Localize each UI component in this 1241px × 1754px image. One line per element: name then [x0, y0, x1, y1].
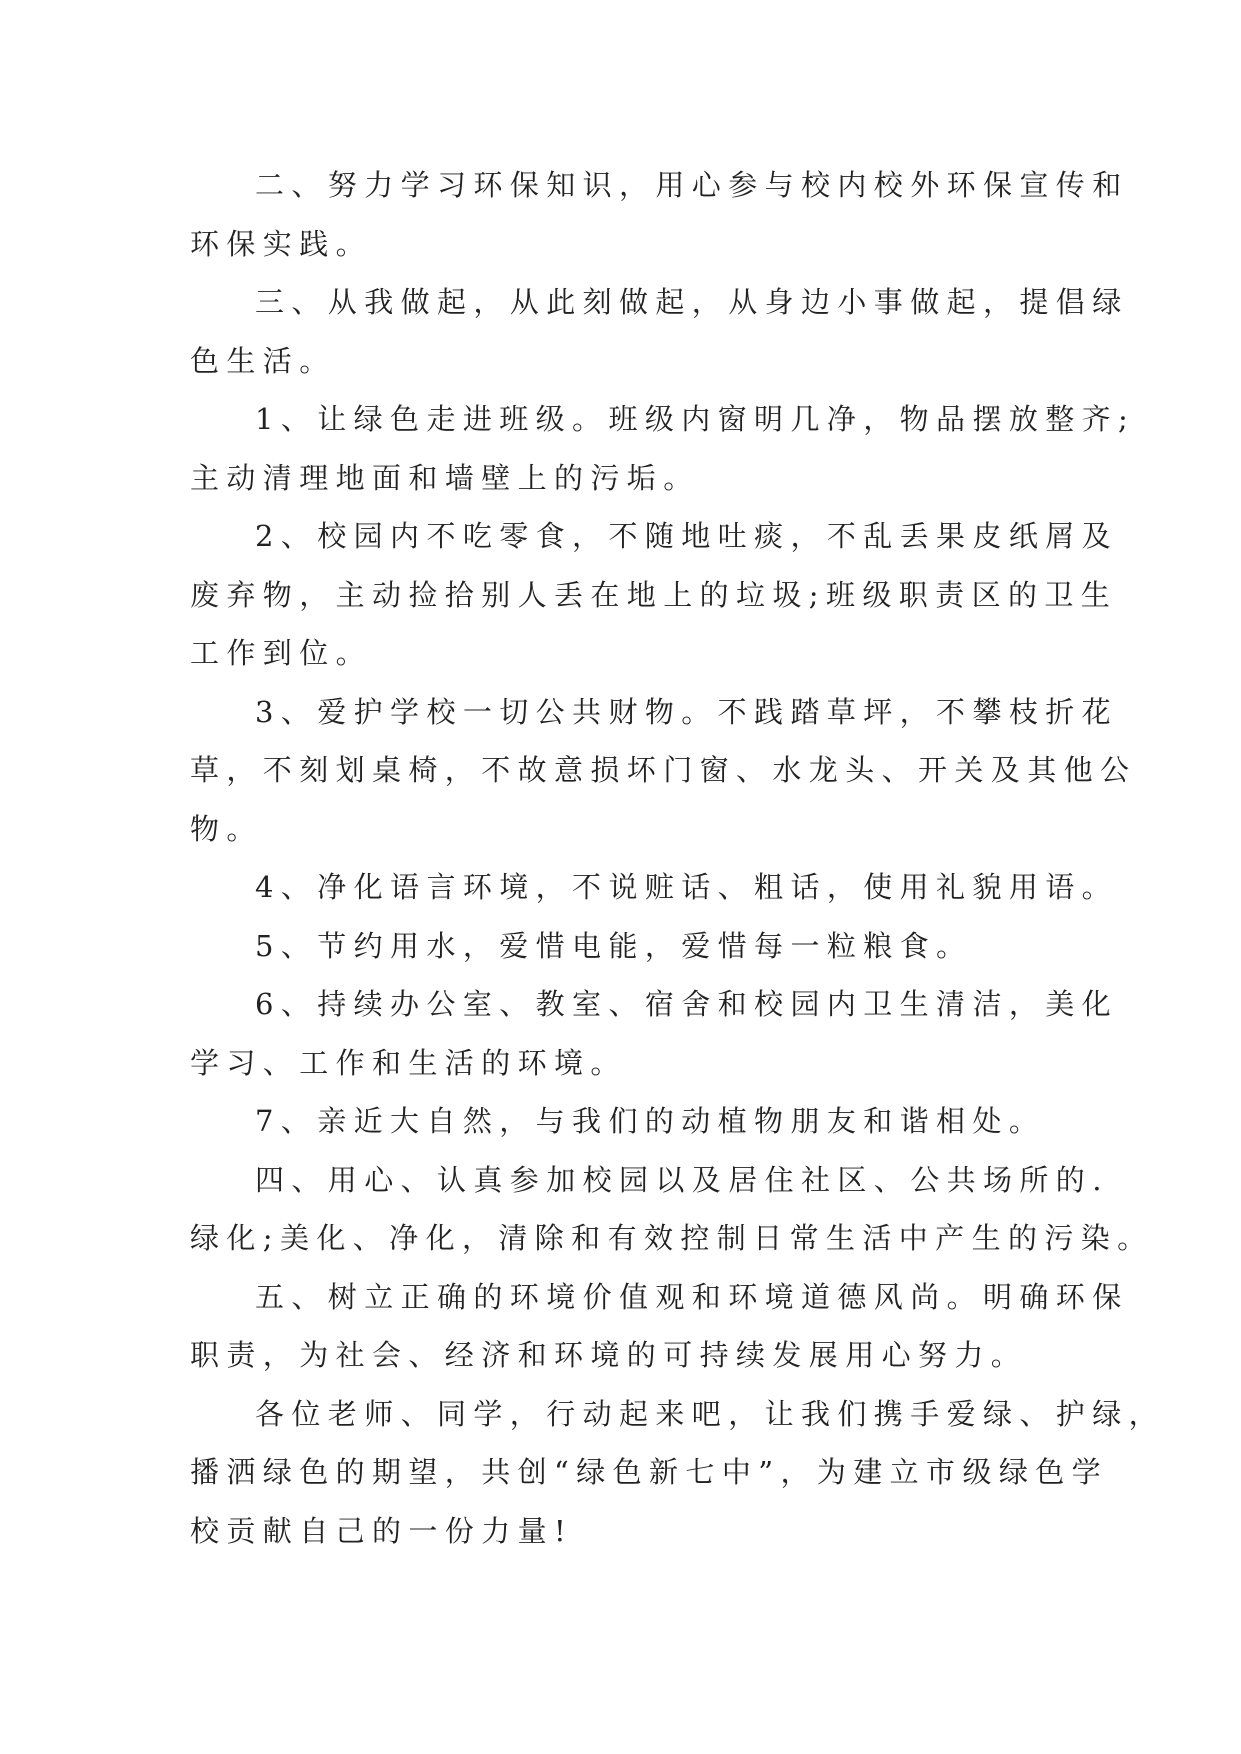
list-item-7 [190, 1092, 1070, 1151]
closing-paragraph [190, 1385, 1166, 1561]
paragraph-line: 6、持续办公室、教室、宿舍和校园内卫生清洁，美化 [255, 987, 1119, 1021]
paragraph-line: 草，不刻划桌椅，不故意损坏门窗、水龙头、开关及其他公 [190, 753, 1137, 787]
paragraph-line: 四、用心、认真参加校园以及居住社区、公共场所的. [255, 1162, 1109, 1197]
paragraph-line: 主动清理地面和墙壁上的污垢。 [190, 460, 700, 495]
list-item-5 [190, 917, 1070, 976]
paragraph-line: 3、爱护学校一切公共财物。不践踏草坪，不攀枝折花 [255, 694, 1119, 729]
list-item-3 [190, 683, 1137, 859]
paragraph-line: 职责，为社会、经济和环境的可持续发展用心努力。 [190, 1338, 1028, 1372]
paragraph-line: 色生活。 [190, 343, 336, 378]
paragraph-line: 1、让绿色走进班级。班级内窗明几净，物品摆放整齐; [255, 402, 1136, 436]
paragraph-line: 5、节约用水，爱惜电能，爱惜每一粒粮食。 [255, 928, 973, 963]
paragraph-line: 三、从我做起，从此刻做起，从身边小事做起，提倡绿 [255, 285, 1129, 319]
paragraph-5 [190, 1268, 1129, 1385]
paragraph-line: 4、净化语言环境，不说赃话、粗话，使用礼貌用语。 [255, 870, 1119, 904]
paragraph-line: 绿化;美化、净化，清除和有效控制日常生活中产生的污染。 [190, 1221, 1154, 1255]
paragraph-line: 废弃物，主动捡拾别人丢在地上的垃圾;班级职责区的卫生 [190, 577, 1118, 612]
paragraph-line: 2、校园内不吃零食，不随地吐痰，不乱丢果皮纸屑及 [255, 519, 1119, 553]
list-item-4 [190, 858, 1119, 917]
list-item-6 [190, 975, 1119, 1092]
list-item-1 [190, 390, 1136, 507]
paragraph-line: 校贡献自己的一份力量! [190, 1513, 574, 1548]
paragraph-line: 播洒绿色的期望，共创“绿色新七中”，为建立市级绿色学 [190, 1455, 1109, 1489]
paragraph-3 [190, 273, 1129, 390]
paragraph-4 [190, 1151, 1154, 1268]
paragraph-line: 物。 [190, 811, 263, 846]
list-item-2 [190, 507, 1119, 683]
paragraph-line: 学习、工作和生活的环境。 [190, 1045, 627, 1080]
paragraph-line: 工作到位。 [190, 636, 373, 670]
paragraph-line: 环保实践。 [190, 226, 373, 261]
paragraph-line: 7、亲近大自然，与我们的动植物朋友和谐相处。 [255, 1104, 1046, 1138]
paragraph-line: 二、努力学习环保知识，用心参与校内校外环保宣传和 [255, 168, 1129, 202]
paragraph-line: 各位老师、同学，行动起来吧，让我们携手爱绿、护绿， [255, 1396, 1166, 1431]
paragraph-2 [190, 156, 1129, 273]
paragraph-line: 五、树立正确的环境价值观和环境道德风尚。明确环保 [255, 1279, 1129, 1314]
document-body [190, 156, 1166, 1560]
